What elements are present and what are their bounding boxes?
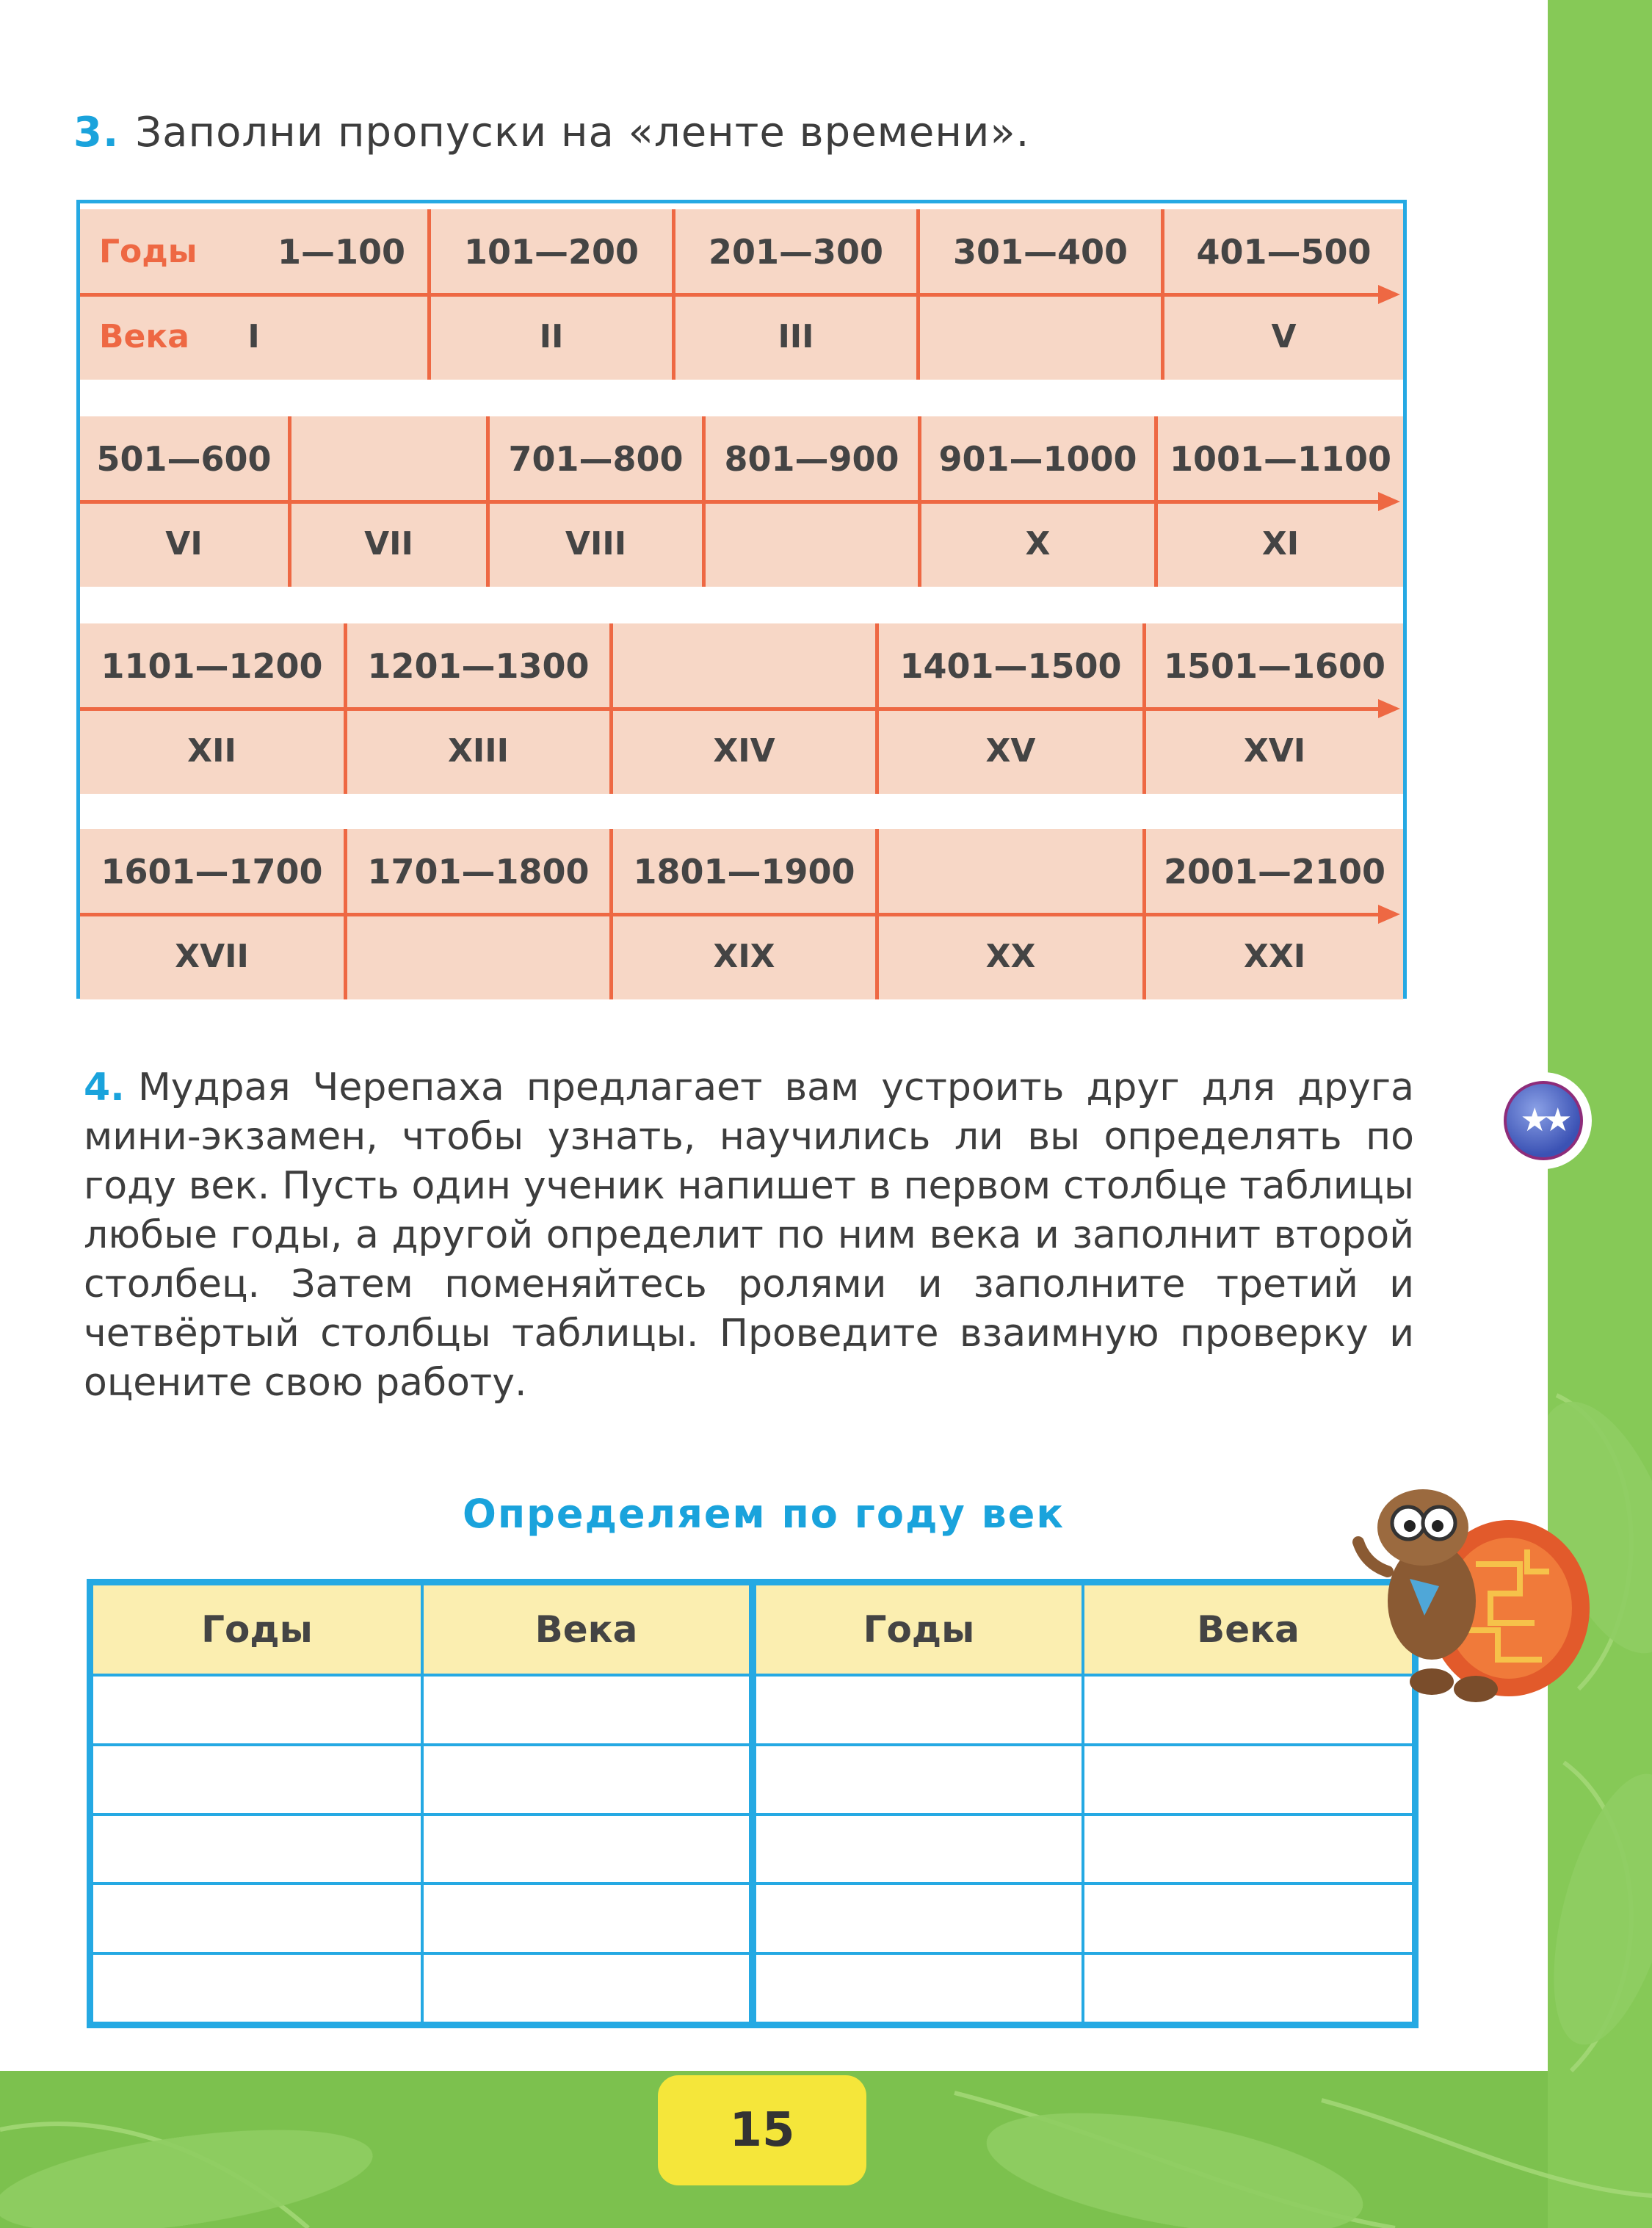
empty-cell[interactable] [92, 1815, 422, 1884]
timeline-cell [347, 623, 613, 794]
timeline-cell [879, 829, 1146, 999]
exam-table-title: Определяем по году век [462, 1491, 1065, 1537]
timeline-cell [920, 209, 1164, 380]
years-value: 1101—1200 [101, 646, 323, 686]
wise-turtle-illustration [1351, 1461, 1615, 1726]
timeline-cell [80, 209, 431, 380]
empty-cell[interactable] [92, 1745, 422, 1815]
years-label: Годы [99, 233, 198, 270]
task-3-heading [73, 109, 1029, 156]
century-value: XXI [1243, 938, 1306, 975]
difficulty-badge [1495, 1072, 1592, 1169]
table-row [92, 1884, 1413, 1953]
years-value: 1501—1600 [1163, 646, 1386, 686]
timeline-cell [1146, 623, 1403, 794]
timeline-cell [675, 209, 920, 380]
century-value: III [778, 318, 814, 355]
timeline-cell [613, 829, 879, 999]
century-value: II [539, 318, 564, 355]
timeline-band-3 [80, 623, 1403, 794]
task-4-number: 4. [84, 1066, 125, 1110]
timeline-cell [706, 416, 921, 587]
century-value: XVII [175, 938, 249, 975]
years-blank[interactable] [613, 623, 875, 709]
table-row [92, 1815, 1413, 1884]
task-3-number: 3. [73, 109, 120, 156]
task-4-text: Мудрая Черепаха предлагает вам устроить друг для друга мини-экзамен, чтобы узнать, научились ли вы определять по году век. Пусть один ученик напишет в первом столбце таблицы любые годы, а другой определит по ним века и заполнит второй столбец. Затем поменяйтесь ролями и заполните третий и четвёртый столбцы таблицы. Проведите взаимную проверку и оцените свою работу. [84, 1066, 1414, 1405]
century-blank[interactable] [920, 294, 1161, 380]
two-stars-icon: ★★ [1504, 1081, 1583, 1160]
century-value: XII [187, 732, 236, 770]
empty-cell[interactable] [753, 1745, 1083, 1815]
timeline-band-4 [80, 829, 1403, 999]
timeline-cell [347, 829, 613, 999]
empty-cell[interactable] [92, 1675, 422, 1745]
timeline-table [76, 200, 1407, 999]
timeline-cell [80, 829, 347, 999]
century-value: XX [985, 938, 1036, 975]
years-value: 401—500 [1196, 232, 1372, 272]
century-blank[interactable] [706, 502, 918, 587]
empty-cell[interactable] [422, 1745, 753, 1815]
exam-table [87, 1579, 1419, 2028]
century-value: XVI [1243, 732, 1306, 770]
years-value: 701—800 [508, 439, 684, 479]
task-3-instruction: Заполни пропуски на «ленте времени». [135, 109, 1030, 156]
century-value: I [247, 318, 260, 355]
header-years: Годы [753, 1584, 1083, 1675]
years-value: 1701—1800 [367, 852, 590, 891]
table-row [92, 1745, 1413, 1815]
years-value: 1401—1500 [899, 646, 1122, 686]
century-value: VI [165, 525, 203, 563]
century-value: XIV [713, 732, 775, 770]
empty-cell[interactable] [422, 1953, 753, 2023]
timeline-cell [80, 416, 291, 587]
empty-cell[interactable] [92, 1884, 422, 1953]
century-value: XIX [713, 938, 775, 975]
timeline-cell [1164, 209, 1403, 380]
years-value: 1201—1300 [367, 646, 590, 686]
empty-cell[interactable] [422, 1884, 753, 1953]
timeline-band-1 [80, 209, 1403, 380]
century-value: VII [364, 525, 413, 563]
years-blank[interactable] [879, 829, 1142, 914]
timeline-cell [1146, 829, 1403, 999]
timeline-band-2 [80, 416, 1403, 587]
timeline-cell [291, 416, 490, 587]
page-number: 15 [658, 2075, 866, 2185]
timeline-cell [80, 623, 347, 794]
timeline-cell [431, 209, 675, 380]
empty-cell[interactable] [422, 1675, 753, 1745]
empty-cell[interactable] [753, 1953, 1083, 2023]
years-value: 301—400 [952, 232, 1128, 272]
century-blank[interactable] [347, 914, 609, 999]
header-centuries: Века [1083, 1584, 1413, 1675]
years-value: 1601—1700 [101, 852, 323, 891]
header-centuries: Века [422, 1584, 753, 1675]
years-value: 1001—1100 [1169, 439, 1392, 479]
years-value: 1—100 [277, 232, 405, 272]
table-row [92, 1675, 1413, 1745]
table-row [92, 1953, 1413, 2023]
empty-cell[interactable] [1083, 1953, 1413, 2023]
century-value: VIII [565, 525, 627, 563]
century-value: X [1025, 525, 1051, 563]
empty-cell[interactable] [1083, 1815, 1413, 1884]
empty-cell[interactable] [753, 1815, 1083, 1884]
century-value: XV [985, 732, 1036, 770]
timeline-cell [1158, 416, 1403, 587]
empty-cell[interactable] [422, 1815, 753, 1884]
years-value: 801—900 [724, 439, 899, 479]
task-4-paragraph [84, 1063, 1414, 1408]
years-value: 1801—1900 [633, 852, 855, 891]
century-value: XI [1261, 525, 1300, 563]
years-blank[interactable] [291, 416, 486, 502]
timeline-cell [921, 416, 1158, 587]
empty-cell[interactable] [1083, 1745, 1413, 1815]
timeline-cell [879, 623, 1146, 794]
years-value: 501—600 [96, 439, 272, 479]
empty-cell[interactable] [1083, 1884, 1413, 1953]
empty-cell[interactable] [753, 1884, 1083, 1953]
timeline-cell [613, 623, 879, 794]
years-value: 2001—2100 [1163, 852, 1386, 891]
century-value: V [1271, 318, 1297, 355]
empty-cell[interactable] [753, 1675, 1083, 1745]
years-value: 101—200 [463, 232, 640, 272]
header-years: Годы [92, 1584, 422, 1675]
centuries-label: Века [99, 318, 189, 355]
years-value: 901—1000 [938, 439, 1137, 479]
empty-cell[interactable] [92, 1953, 422, 2023]
century-value: XIII [447, 732, 510, 770]
years-value: 201—300 [708, 232, 884, 272]
timeline-cell [490, 416, 706, 587]
